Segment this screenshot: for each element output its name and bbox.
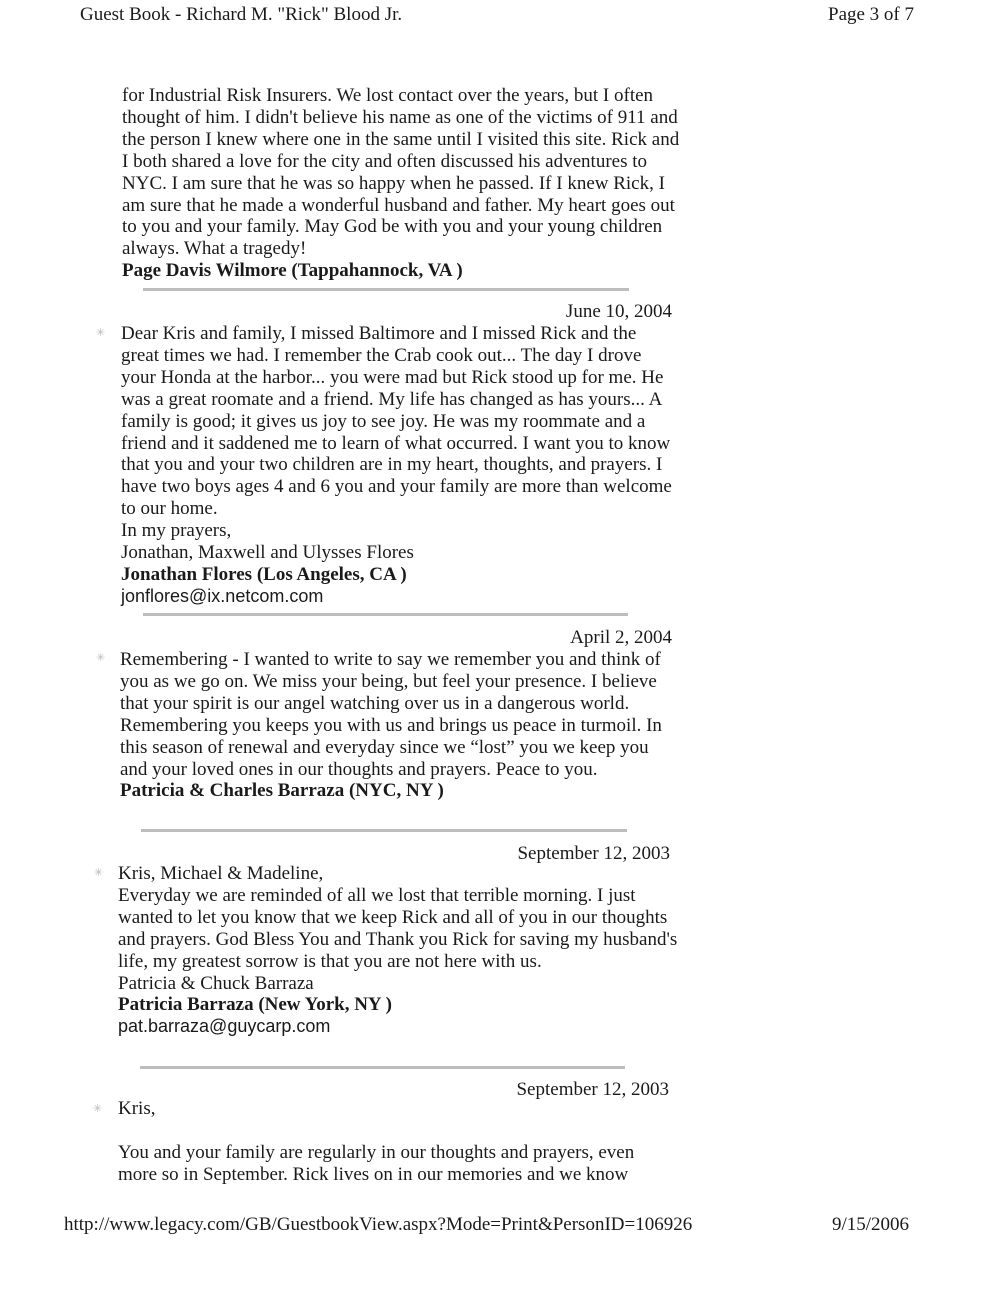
- entry-date: September 12, 2003: [517, 843, 670, 864]
- entry-date: April 2, 2004: [570, 627, 672, 648]
- entry-date: September 12, 2003: [516, 1079, 669, 1100]
- entry-signature: Jonathan, Maxwell and Ulysses Flores: [121, 542, 414, 564]
- bullet-icon: ✳: [96, 651, 106, 664]
- entry-divider: [143, 613, 628, 616]
- entry-signature: Patricia & Chuck Barraza: [118, 972, 314, 994]
- entry-greeting: Kris, Michael & Madeline,: [118, 863, 324, 884]
- guestbook-entry: [118, 1098, 673, 1186]
- page-header-title: Guest Book - Richard M. "Rick" Blood Jr.: [80, 4, 403, 25]
- guestbook-entry: [118, 863, 678, 1038]
- entry-divider: [140, 1066, 625, 1069]
- guestbook-entry: [120, 649, 675, 802]
- entry-greeting: Kris,: [118, 1098, 156, 1119]
- guestbook-entry: [121, 323, 676, 608]
- footer-url: http://www.legacy.com/GB/GuestbookView.aspx?Mode=Print&PersonID=106926: [64, 1214, 693, 1235]
- entry-author: Jonathan Flores (Los Angeles, CA ): [121, 563, 407, 585]
- entry-date: June 10, 2004: [565, 301, 672, 322]
- page-number: Page 3 of 7: [828, 4, 915, 25]
- entry-closing: In my prayers,: [121, 520, 232, 542]
- entry-divider: [141, 829, 627, 832]
- entry-message: You and your family are regularly in our thoughts and prayers, even more so in September. Rick lives on in our memories and we know: [118, 1141, 635, 1185]
- entry-message: Dear Kris and family, I missed Baltimore and I missed Rick and the great times we had. I remember the Crab cook out... The day I drove your Honda at the harbor... you were mad but Rick stood up for me. He was a great roomate and a friend. My life has changed as has yours... A family is good; it gives us joy to see joy. He was my roommate and a friend and it saddened me to learn of what occurred. I want you to know that you and your two children are in my heart, thoughts, and prayers. I have two boys ages 4 and 6 you and your family are more than welcome to our home.: [121, 323, 672, 520]
- entry-message: for Industrial Risk Insurers. We lost contact over the years, but I often thought of him. I didn't believe his name as one of the victims of 911 and the person I knew where one in the same until I visited this site. Rick and I both shared a love for the city and often discussed his adventures to NYC. I am sure that he was so happy when he passed. If I knew Rick, I am sure that he made a wonderful husband and father. My heart goes out to you and your family. May God be with you and your young children always. What a tragedy!: [122, 85, 680, 260]
- entry-message: Remembering - I wanted to write to say we remember you and think of you as we go on. We miss your being, but feel your presence. I believe that your spirit is our angel watching over us in a dangerous world. Remembering you keeps you with us and brings us peace in turmoil. In this season of renewal and everyday since we “lost” you we keep you and your loved ones in our thoughts and prayers. Peace to you.: [120, 649, 662, 780]
- entry-divider: [143, 288, 629, 291]
- entry-author: Patricia & Charles Barraza (NYC, NY ): [120, 780, 444, 802]
- bullet-icon: ✳: [93, 1102, 103, 1115]
- bullet-icon: ✳: [96, 326, 106, 339]
- entry-message: Everyday we are reminded of all we lost that terrible morning. I just wanted to let you know that we keep Rick and all of you in our thoughts and prayers. God Bless You and Thank you Rick for saving my husband's life, my greatest sorrow is that you are not here with us.: [118, 884, 678, 972]
- bullet-icon: ✳: [94, 866, 104, 879]
- entry-author: Patricia Barraza (New York, NY ): [118, 994, 393, 1016]
- entry-email: pat.barraza@guycarp.com: [118, 1016, 331, 1037]
- entry-author: Page Davis Wilmore (Tappahannock, VA ): [122, 260, 463, 282]
- guestbook-entry: [122, 85, 682, 282]
- entry-email: jonflores@ix.netcom.com: [121, 585, 324, 606]
- footer-date: 9/15/2006: [832, 1214, 910, 1235]
